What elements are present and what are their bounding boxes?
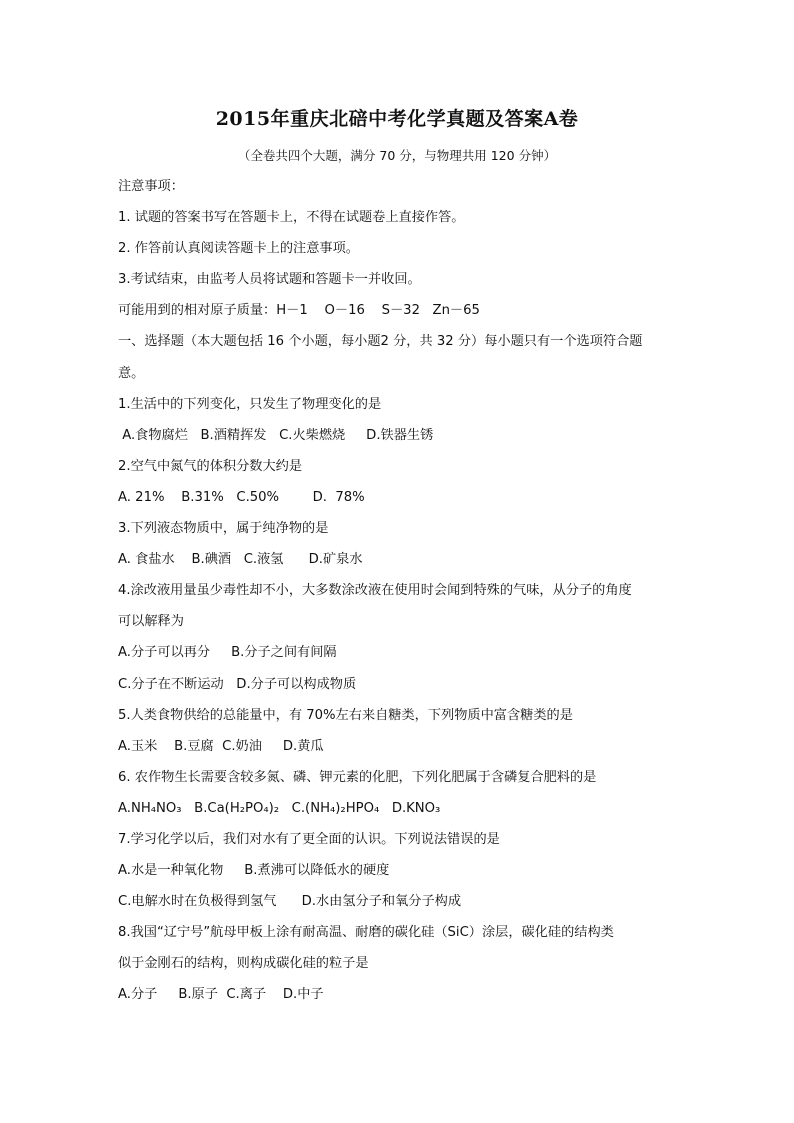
text-line: 5.人类食物供给的总能量中，有 70%左右来自糖类，下列物质中富含糖类的是 [118,707,573,723]
text-line: 可能用到的相对原子质量：H－1 O－16 S－32 Zn－65 [118,303,480,319]
text-line: A.NH₄NO₃ B.Ca(H₂PO₄)₂ C.(NH₄)₂HPO₄ D.KNO₃ [118,800,441,816]
text-line: 1.生活中的下列变化，只发生了物理变化的是 [118,396,382,412]
text-line: A.分子可以再分 B.分子之间有间隔 [118,645,337,661]
text-line: 注意事项： [118,179,184,194]
text-line: C.电解水时在负极得到氢气 D.水由氢分子和氧分子构成 [118,894,462,910]
document-subtitle: （全卷共四个大题，满分 70 分，与物理共用 120 分钟） [237,148,557,163]
text-line: 6. 农作物生长需要含较多氮、磷、钾元素的化肥，下列化肥属于含磷复合肥料的是 [118,769,597,785]
text-line: 意。 [118,365,145,381]
text-line: A.玉米 B.豆腐 C.奶油 D.黄瓜 [118,738,324,754]
text-line: A. 21% B.31% C.50% D. 78% [118,489,365,505]
text-line: 7.学习化学以后，我们对水有了更全面的认识。下列说法错误的是 [118,831,500,847]
text-line: A.食物腐烂 B.酒精挥发 C.火柴燃烧 D.铁器生锈 [118,427,434,443]
text-line: 4.涂改液用量虽少毒性却不小，大多数涂改液在使用时会闻到特殊的气味，从分子的角度 [118,583,632,599]
text-line: 可以解释为 [118,614,184,630]
text-line: 2. 作答前认真阅读答题卡上的注意事项。 [118,241,359,257]
text-line: C.分子在不断运动 D.分子可以构成物质 [118,676,357,692]
text-line: 2.空气中氮气的体积分数大约是 [118,458,303,474]
text-line: A. 食盐水 B.碘酒 C.液氢 D.矿泉水 [118,552,363,568]
text-line: A.水是一种氧化物 B.煮沸可以降低水的硬度 [118,863,390,879]
text-line: 8.我国“辽宁号”航母甲板上涂有耐高温、耐磨的碳化硅（SiC）涂层，碳化硅的结构类 [118,925,614,941]
text-line: 3.考试结束，由监考人员将试题和答题卡一并收回。 [118,272,421,288]
text-line: A.分子 B.原子 C.离子 D.中子 [118,987,324,1003]
text-line: 1. 试题的答案书写在答题卡上，不得在试题卷上直接作答。 [118,210,465,226]
text-line: 3.下列液态物质中，属于纯净物的是 [118,521,329,537]
text-line: 一、选择题（本大题包括 16 个小题，每小题2 分，共 32 分）每小题只有一个选项符合题 [118,334,643,350]
text-line: 似于金刚石的结构，则构成碳化硅的粒子是 [118,956,369,972]
document-title: 2015年重庆北碚中考化学真题及答案A卷 [215,108,579,130]
document-body [118,171,678,1011]
